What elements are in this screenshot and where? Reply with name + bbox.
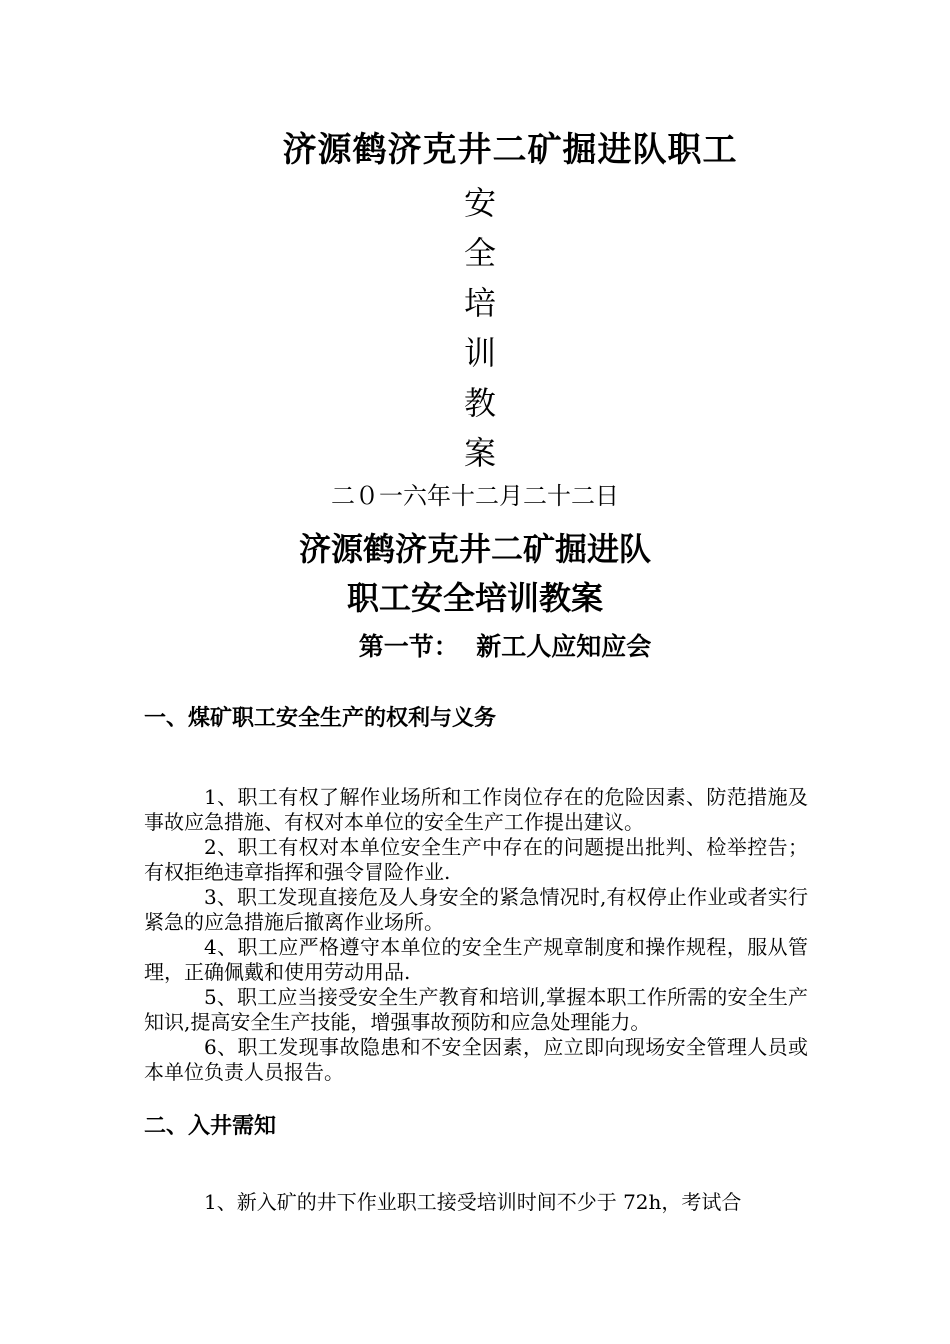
vertical-char: 培 (463, 284, 496, 322)
vertical-char: 教 (463, 384, 496, 422)
document-title-line2: 职工安全培训教案 (346, 579, 603, 617)
part1-heading: 一、煤矿职工安全生产的权利与义务 (144, 705, 497, 731)
cover-title: 济源鹤济克井二矿掘进队职工 (282, 130, 738, 170)
document-title-line1: 济源鹤济克井二矿掘进队 (298, 530, 651, 568)
part1-body (144, 785, 808, 1085)
paragraph: 4、职工应严格遵守本单位的安全生产规章制度和操作规程，服从管理，正确佩戴和使用劳动用品. (144, 935, 808, 984)
vertical-char: 训 (463, 334, 496, 372)
cover-vertical-title (0, 178, 950, 478)
paragraph: 2、职工有权对本单位安全生产中存在的问题提出批判、检举控告；有权拒绝违章指挥和强令冒险作业. (144, 835, 808, 884)
paragraph: 1、新入矿的井下作业职工接受培训时间不少于 72h，考试合 (204, 1190, 742, 1214)
part2-heading: 二、入井需知 (144, 1113, 277, 1139)
paragraph: 1、职工有权了解作业场所和工作岗位存在的危险因素、防范措施及事故应急措施、有权对本单位的安全生产工作提出建议。 (144, 785, 808, 834)
part2-body (144, 1190, 808, 1215)
paragraph: 5、职工应当接受安全生产教育和培训,掌握本职工作所需的安全生产知识,提高安全生产技能，增强事故预防和应急处理能力。 (144, 985, 808, 1034)
cover-date: 二０一六年十二月二十二日 (331, 482, 619, 510)
section-title: 第一节： 新工人应知应会 (358, 632, 652, 661)
paragraph: 3、职工发现直接危及人身安全的紧急情况时,有权停止作业或者实行紧急的应急措施后撤离作业场所。 (144, 885, 808, 934)
vertical-char: 安 (463, 184, 496, 222)
vertical-char: 全 (463, 234, 496, 272)
paragraph: 6、职工发现事故隐患和不安全因素，应立即向现场安全管理人员或本单位负责人员报告。 (144, 1035, 808, 1084)
vertical-char: 案 (463, 434, 496, 472)
